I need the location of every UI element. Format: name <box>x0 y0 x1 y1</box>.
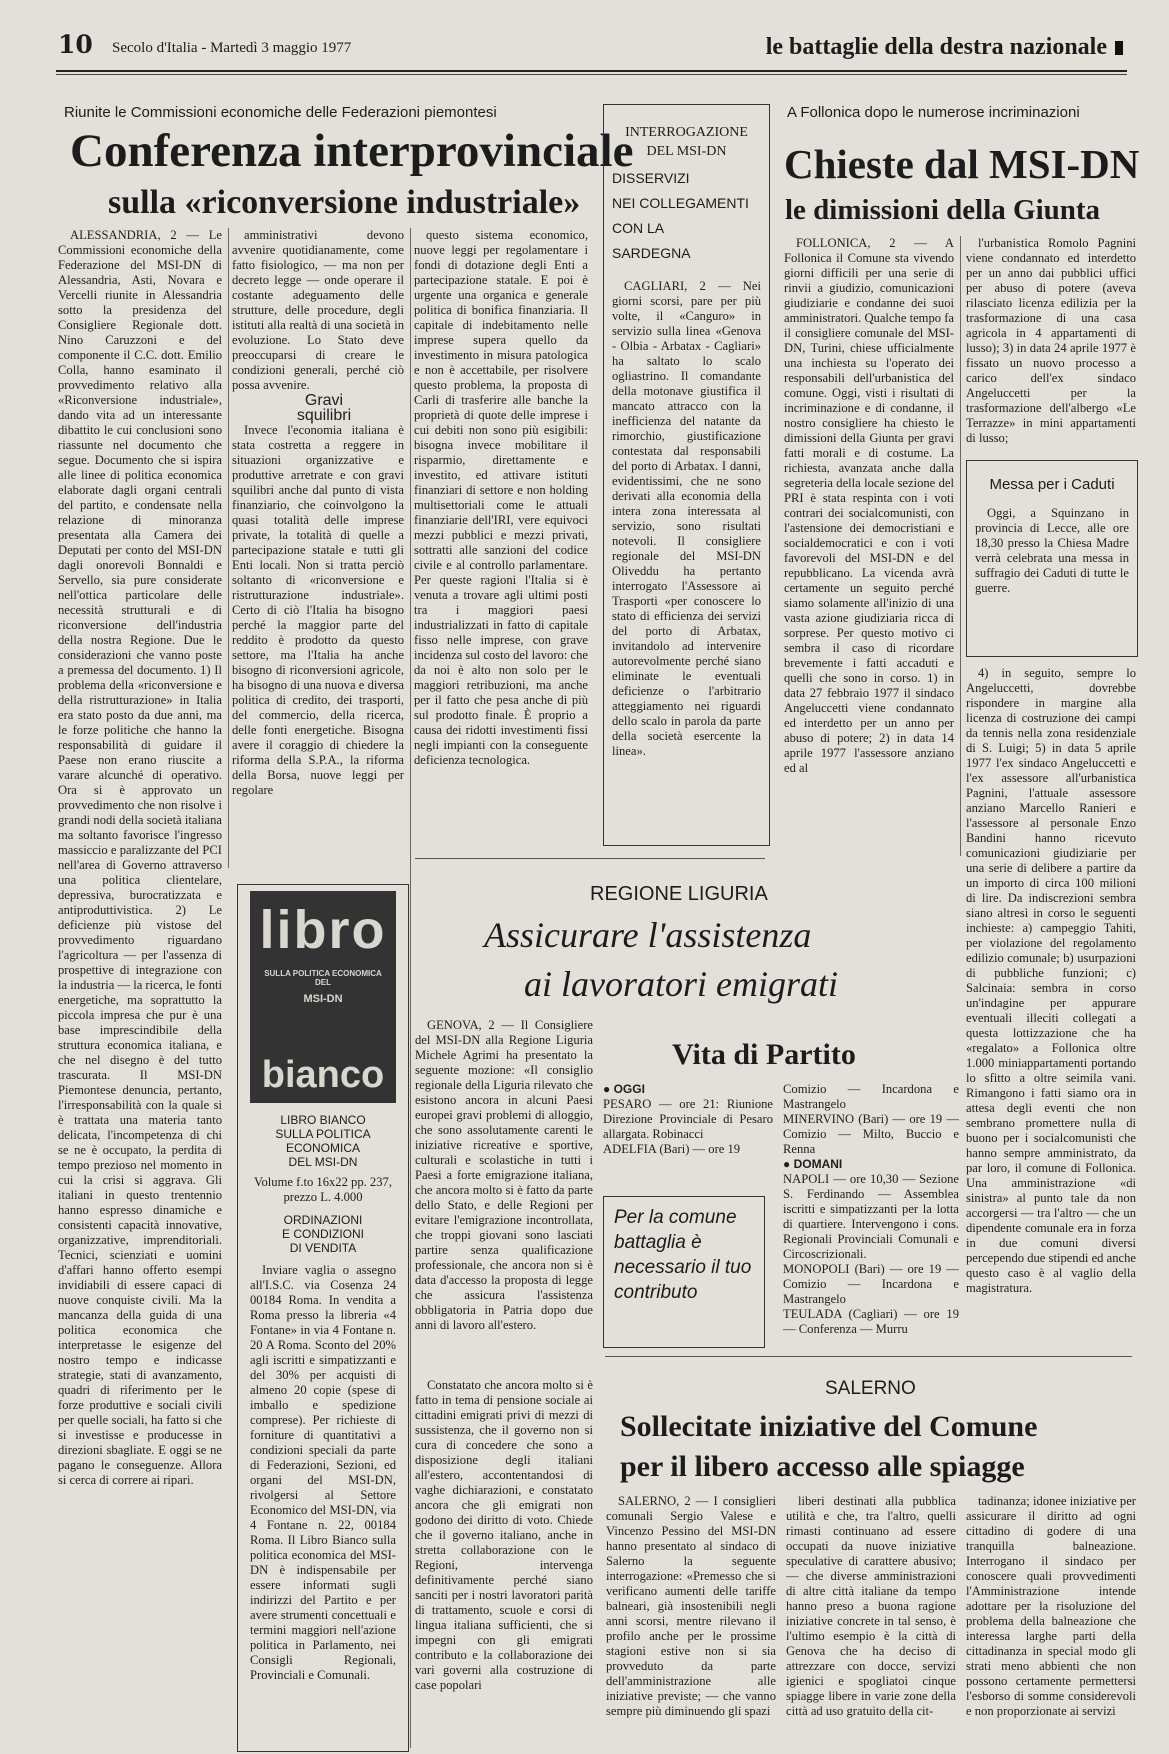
art1-title-line1: Conferenza interprovinciale <box>70 125 634 177</box>
messa-title: Messa per i Caduti <box>989 476 1115 493</box>
partito-left <box>603 1082 773 1202</box>
interr-body-wrap <box>612 279 761 799</box>
interr-body: CAGLIARI, 2 — Nei giorni scorsi, pare per più volte, il «Canguro» in servizio sulla linea «Genova - Olbia - Arbatax - Cagliari» ha saltato lo scalo ogliastrino. Il comandante della motonave giustifica il mancato attracco con la inefficienza del natante da rimorchio, giustificazione contestata dal responsabili del porto di Arbatax. I danni, evidentissimi, che ne sono derivati alla economia della intera zona interessata al servizio, sono risultati notevoli. Il consigliere regionale del MSI-DN Oliveddu ha pertanto interrogato l'Assessore ai Trasporti «per conoscere lo stato di efficienza dei servizi del porto di Arbatax, invitandolo ad intervenire autorevolmente perché siano eliminate le eventuali deficienze o l'arbitrario atteggiamento nei riguardi dello scalo in parola da parte della società esercente la linea». <box>612 279 761 758</box>
liguria-column-2 <box>415 1378 593 1748</box>
header-rule-thin <box>56 74 1127 75</box>
libro-cover-bottom: bianco <box>261 1054 385 1096</box>
partito-right-c: NAPOLI — ore 10,30 — Sezione S. Ferdinando — Assemblea iscritti e simpatizzanti per la lotta di quartiere. Intervengono i cons. Regionali Provinciali Comunali e Circoscrizionali. <box>783 1172 959 1261</box>
bullet-icon: ● <box>783 1157 794 1171</box>
libro-orders-1: ORDINAZIONI <box>283 1213 363 1227</box>
salerno-column-2 <box>786 1494 956 1744</box>
partito-quote-box <box>603 1196 765 1348</box>
partito-right <box>783 1082 959 1348</box>
art2-column-1 <box>784 236 954 848</box>
libro-title-4: DEL MSI-DN <box>288 1155 358 1169</box>
art1-column-1 <box>58 228 222 1738</box>
art2-col2a-text: l'urbanistica Romolo Pagnini viene condannato ed interdetto per un anno dai pubblici uffici per abuso di potere (aveva rilasciato licenza edilizia per la trasformazione di una casa agricola in 4 appartamenti di lusso); 3) in data 24 aprile 1977 è fissato un nuovo processo a carico dell'ex sindaco Angeluccetti per la trasformazione dell'albergo «Le Terrazze» in mini appartamenti di lusso; <box>966 236 1136 445</box>
partito-left-a: PESARO — ore 21: Riunione Direzione Provinciale di Pesaro allargata. Robinacci <box>603 1097 773 1141</box>
libro-body-wrap <box>250 1263 396 1713</box>
column-rule <box>228 228 229 868</box>
salerno-top-rule <box>605 1356 1132 1357</box>
masthead: Secolo d'Italia - Martedì 3 maggio 1977 <box>112 40 352 56</box>
partito-title: Vita di Partito <box>672 1038 856 1071</box>
art1-subhead-1: Gravi <box>304 392 344 409</box>
salerno-col2-text: liberi destinati alla pubblica utilità e che, tra l'altro, quelli rimasti continuano ad essere occupati da nuove iniziative speculative di carattere abusivo; — che diverse amministrazioni di altre città italiane da tempo hanno preso a buona ragione iniziative concrete in tal senso, è l'ultimo esempio è la città di Genova che ha deciso di attrezzare con docce, servizi igienici e spogliatoi cinque spiagge libere in varie zone della città ad uso gratuito della cit- <box>786 1494 956 1718</box>
libro-title-1: LIBRO BIANCO <box>280 1113 366 1127</box>
partito-domani-label: DOMANI <box>793 1157 843 1171</box>
art1-title-line2: sulla «riconversione industriale» <box>108 184 581 221</box>
libro-cover-title: libro <box>259 900 387 960</box>
interr-title-3: DISSERVIZI <box>612 170 690 186</box>
libro-title-3: ECONOMICA <box>285 1141 360 1155</box>
salerno-title-line2: per il libero accesso alle spiagge <box>620 1450 1025 1483</box>
section-title <box>766 34 1123 61</box>
liguria-col1-text: GENOVA, 2 — Il Consigliere del MSI-DN alla Regione Liguria Michele Agrimi ha presentato la seguente mozione: «Il consiglio regionale della Liguria rilevato che esistono ancora in alcuni Paesi europei gravi problemi di alloggio, che sono assolutamente carenti le iniziative ricreative e sportive, culturali e scolastiche in tutti i Paesi a forte emigrazione italiana, che ancora molto si è fatto da parte dello Stato, e delle Regioni per evitare l'emigrazione incontrollata, che troppi giovani sono lasciati partire senza qualificazione professionale, che ancora non si è data d'accesso la proposta di legge che assicura l'assistenza obbligatoria in Patria dopo due anni di lavoro all'estero. <box>415 1018 593 1332</box>
liguria-title-line1: Assicurare l'assistenza <box>484 915 812 955</box>
art2-column-2b <box>966 666 1136 1356</box>
art1-col2b-text: Invece l'economia italiana è stata costretta a reggere in situazioni organizzative e produttive arretrate e con gravi squilibri anche dal punto di vista finanziario, che coinvolgono la quasi totalità delle imprese private, la totalità di quelle a partecipazione statale e tutti gli Enti locali. Non si tratta perciò soltanto di «riconversione e ristrutturazione industriale». Certo di ciò l'Italia ha bisogno perché la maggior parte del reddito è prodotto da questo settore, ma l'Italia ha anche bisogno di riconversioni agricole, ha bisogno di una nuova e diversa politica di credito, dei trasporti, del commercio, della ricerca, delle fonti energetiche. Bisogna avere il coraggio di chiedere la riforma della S.P.A., la riforma della Borsa, nuove leggi per regolare <box>232 423 404 797</box>
libro-cover-image <box>250 891 396 1103</box>
salerno-title-line1: Sollecitate iniziative del Comune <box>620 1410 1038 1443</box>
partito-right-b: MINERVINO (Bari) — ore 19 — Comizio — Milto, Buccio e Renna <box>783 1112 959 1156</box>
interr-title-5: CON LA <box>612 220 665 236</box>
salerno-column-3 <box>966 1494 1136 1744</box>
partito-oggi <box>603 1082 773 1097</box>
liguria-column-1 <box>415 1018 593 1370</box>
libro-bianco-box <box>237 884 409 1752</box>
salerno-col3-text: tadinanza; idonee iniziative per assicurare il diritto ad ogni cittadino di godere di una tranquilla balneazione. Interrogano il sindaco per conoscere quali provvedimenti l'Amministrazione intende adottare per la risoluzione del problema della balneazione che interessa larghe parti della cittadinanza in special modo gli strati meno abbienti che non possono certamente permettersi l'esborso di somme considerevoli e non proporzionate ai servizi <box>966 1494 1136 1718</box>
section-title-text: le battaglie della destra nazionale <box>765 34 1107 60</box>
art2-title-line1: Chieste dal MSI-DN <box>784 141 1140 187</box>
art1-col1-text: ALESSANDRIA, 2 — Le Commissioni economiche della Federazione del MSI-DN di Alessandria, Asti, Novara e Vercelli riunite in Alessandria sotto la presidenza del Consigliere Regionale dott. Nino Caruzzoni e del componente il C.C. dott. Emilio Colla, hanno esaminato il provvedimento relativo alla «Riconversione industriale», dando vita ad un interessante dibattito le cui conclusioni sono riassunte nel documento che segue. Documento che si ispira alle linee di politica economica elaborate dagli organi centrali del partito, e condensate nella relazione di minoranza presentata alla Camera dei Deputati per conto del MSI-DN dagli onorevoli Bonnaldi e Servello, sia pure considerate nell'ottica particolare delle necessità strutturali e di riconversione dell'industria della nostra Regione. Due le considerazioni che vanno poste a premessa del documento. 1) Il problema della «riconversione e della ristrutturazione» in Italia era stato posto da due anni, ma le forze politiche che hanno la responsabilità di guidare il Paese non erano riuscite a varare alcunché di operativo. Ora si è approvato un provvedimento che non risolve i grandi nodi della società italiana ma soltanto favorisce l'ingresso massiccio e paralizzante del PCI nell'area di Governo attraverso una politica clientelare, depressiva, burocratizzata e antiproduttivistica. 2) Le deficienze più vistose del provvedimento riguardano l'agricoltura — per l'assenza di prospettive di integrazione con la industria — la ricerca, le fonti energetiche, ma soprattutto la piccola impresa che pur è una base imprescindibile della struttura economica italiana, e che nel disegno è del tutto trascurata. Il MSI-DN Piemontese denuncia, pertanto, l'irresponsabilità con la quale si è trattata una materia tanto delicata, l'incompetenza di chi se ne è occupato, la perdita di tempo prezioso nel momento in cui la crisi si aggrava. Gli italiani in questo trentennio hanno espresso dinamiche e consistenti capacità innovative, organizzative, imprenditoriali. Tecnici, scienziati e uomini d'affari hanno offerto esempi invidiabili di essere capaci di nuove conquiste civili. Ma la mancanza della guida di una politica economica che interpretasse le esigenze del nostro tempo e indicasse strategie, stati di avanzamento, quadri di riferimento per le forze produttive e sociali civili per quelle sociali, ha fatto si che si investisse e producesse in direzioni sbagliate. E oggi se ne pagano le conseguenze. Allora si cerca di correre ai ripari. <box>58 228 222 1487</box>
art1-subhead-2: squilibri <box>296 407 352 424</box>
section-rule <box>415 858 765 859</box>
salerno-col1-text: SALERNO, 2 — I consiglieri comunali Sergio Valese e Vincenzo Pessino del MSI-DN hanno presentato al sindaco di Salerno la seguente interrogazione: «Premesso che si verificano aumenti delle tariffe balneari, già insostenibili negli anni scorsi, mentre rilevano il profilo anche per le prossime stagioni estive non si sia provveduto da parte dell'amministrazione alle iniziative previste; — che vanno sempre più diminuendo gli spazi <box>606 1494 776 1718</box>
header-rule <box>56 70 1127 72</box>
interr-title-1: INTERROGAZIONE <box>625 125 748 140</box>
partito-domani <box>783 1157 959 1172</box>
page-number: 10 <box>58 30 93 59</box>
libro-cover-party: MSI-DN <box>303 993 343 1005</box>
liguria-col2-text: Constatato che ancora molto si è fatto in tema di pensione sociale ai cittadini emigrati privi di mezzi di sussistenza, che il governo non si cura di concedere che sono a disposizione degli italiani all'estero, accontentandosi di vaghe dichiarazioni, e constatato ancora che gli emigrati non godono dei diritto di voto. Chiede che il governo italiano, anche in stretta collaborazione con le Regioni, intervenga definitivamente perché siano sanciti per i nostri lavoratori parità di trattamento, scuole e corsi di lingua italiana sufficienti, che si impegni con gli emigrati contributo e la collaborazione dei vari governi alla costruzione di case popolari <box>415 1378 593 1692</box>
libro-cover-line: SULLA POLITICA ECONOMICA DEL <box>264 969 382 987</box>
section-square-icon <box>1115 41 1123 55</box>
interr-title-2: DEL MSI-DN <box>646 144 727 159</box>
salerno-column-1 <box>606 1494 776 1744</box>
libro-volume: Volume f.to 16x22 pp. 237, prezzo L. 4.000 <box>254 1175 392 1204</box>
interr-title-4: NEI COLLEGAMENTI <box>612 195 749 211</box>
art2-col1-text: FOLLONICA, 2 — A Follonica il Comune sta vivendo giorni difficili per una serie di rinvii a giudizio, comunicazioni giudiziarie e condanne dei suoi amministratori. Qualche tempo fa il consigliere comunale del MSI-DN, Turini, chiese ufficialmente una inchiesta su l'operato dei responsabili dell'urbanistica del comune. Oggi, visti i risultati di incriminazione e di condanne, il nostro consigliere ha chiesto le dimissioni della Giunta per gravi fatti morali e di costume. La richiesta, avanzata anche dalla segreteria della locale sezione del PRI è stata respinta con i voti contrari dei socialcomunisti, con l'astensione dei democristiani e socialdemocratici e con i voti favorevoli del MSI-DN e del repubblicano. La vicenda avrà certamente un seguito perché siamo solamente all'inizio di una vasta azione giudiziaria ricca di sorprese. Per questo motivo ci sembra il caso di ricordare brevemente i fatti accaduti e quelli che sono in corso. 1) in data 27 febbraio 1977 il sindaco Angeluccetti viene condannato ed interdetto per un anno per abuso di potere; 2) in data 14 aprile 1977 l'assessore anziano ed al <box>784 236 954 775</box>
messa-body-wrap <box>975 506 1129 626</box>
art2-kicker: A Follonica dopo le numerose incriminazioni <box>787 104 1080 121</box>
partito-oggi-label: OGGI <box>613 1082 645 1096</box>
art1-column-3 <box>414 228 588 838</box>
column-rule <box>960 236 961 856</box>
partito-left-b: ADELFIA (Bari) — ore 19 <box>603 1142 741 1156</box>
partito-quote: Per la comune battaglia è necessario il tuo contributo <box>614 1207 752 1303</box>
partito-right-d: MONOPOLI (Bari) — ore 19 — Comizio — Incardona e Mastrangelo <box>783 1262 959 1306</box>
interr-title-6: SARDEGNA <box>612 245 691 261</box>
partito-right-a: Comizio — Incardona e Mastrangelo <box>783 1082 959 1111</box>
libro-title-2: SULLA POLITICA <box>275 1127 371 1141</box>
messa-box <box>966 460 1138 657</box>
art2-col2b-text: 4) in seguito, sempre lo Angeluccetti, dovrebbe rispondere in margine alla licenza di costruzione dei campi da tennis nella zona residenziale di S. Luigi; 5) in data 5 aprile 1977 l'ex sindaco Angeluccetti e l'ex assessore all'urbanistica Pagnini, l'attuale assessore anziano Marcello Ranieri e l'assessore al personale Enzo Bandini hanno ricevuto comunicazioni giudiziarie per una serie di delibere a partire da un importo di circa 100 milioni di lire. Da indiscrezioni sembra siano altresì in corso le seguenti inchieste: a) campeggio Tahiti, per violazione del regolamento edilizio comunale; b) usurpazioni di pubbliche funzioni; c) Salcinaia: sembra in corso un'indagine per appurare eventuali illeciti collegati a questa lottizzazione che ha «regalato» a Follonica oltre 1.000 miniappartamenti portando lo sfitto a oltre seimila vani. Rimangono i fatti siamo ora in attesa degli eventi che non sembrano promettere nulla di buono per i socialcomunisti che hanno sempre amministrato, da par loro, il comune di Follonica. Una amministrazione «di sinistra» al punto tale da non accorgersi — tra l'altro — che un dipendente comunale era in forza in due comuni diversi percependo due stipendi ed anche questo caso è al vaglio della magistratura. <box>966 666 1136 1295</box>
art1-kicker: Riunite le Commissioni economiche delle Federazioni piemontesi <box>64 104 497 121</box>
art2-column-2a <box>966 236 1136 446</box>
column-rule <box>410 228 411 1748</box>
libro-orders-3: DI VENDITA <box>289 1241 357 1255</box>
messa-body: Oggi, a Squinzano in provincia di Lecce, alle ore 18,30 presso la Chiesa Madre verrà celebrata una messa in suffragio dei Caduti di tutte le guerre. <box>975 506 1129 595</box>
art1-col3-text: questo sistema economico, nuove leggi per regolamentare i fondi di dotazione degli Enti a partecipazione statale. E poi è urgente una organica e generale politica di bonifica finanziaria. Il capitale di indebitamento nelle imprese supera quello da investimento in misura patologica e non è accettabile, per risolvere questo problema, la proposta di Carli di trasferire alle banche la proprietà di quote delle imprese i cui debiti non sono più esigibili: bisogna invece mobilitare il risparmio, direttamente e investito, ed attivare istituti finanziari di settore e non holding multisettoriali come le attuali finanziarie dell'IRI, vere equivoci mezzi pubblici e mezzi privati, sottratti alle sanzioni del codice civile e al controllo parlamentare. Per queste ragioni l'Italia si è venuta a trovare agli ultimi posti tra i maggiori paesi industrializzati in fatto di capitale fisso nelle imprese, con grave incidenza sul costo del lavoro: che da noi è alto non solo per le maggiori retribuzioni, ma anche per il fatto che pesa anche di più sul prodotto finale. È proprio a causa dei ridotti investimenti fissi negli impianti con la conseguente deficienza tecnologica. <box>414 228 588 767</box>
liguria-title-line2: ai lavoratori emigrati <box>524 964 838 1004</box>
art1-col2-text: amministrativi devono avvenire quotidianamente, come fatto fisiologico, — ma non per decreto legge — onde operare il costante adeguamento delle strutture, delle procedure, degli istituti alla realtà di una società in evoluzione. Lo Stato deve preoccuparsi di creare le condizioni generali, perché ciò possa avvenire. <box>232 228 404 392</box>
libro-orders-2: E CONDIZIONI <box>281 1227 364 1241</box>
interrogazione-box <box>603 104 770 846</box>
liguria-kicker: REGIONE LIGURIA <box>590 883 768 905</box>
salerno-kicker: SALERNO <box>825 1378 916 1399</box>
bullet-icon: ● <box>603 1082 614 1096</box>
art1-column-2 <box>232 228 404 838</box>
libro-volume-wrap <box>250 1175 396 1205</box>
libro-body: Inviare vaglia o assegno all'I.S.C. via Cosenza 24 00184 Roma. In vendita a Roma presso la libreria «4 Fontane» in via 4 Fontane n. 20 A Roma. Sconto del 20% agli iscritti e simpatizzanti e del 30% per acquisti di almeno 20 copie (spese di imballo e spedizione comprese). Per richieste di forniture di quantitativi a condizioni speciali da parte di Federazioni, Sezioni, ed organi del MSI-DN, rivolgersi al Settore Economico del MSI-DN, via 4 Fontane n. 22, 00184 Roma. Il Libro Bianco sulla politica economica del MSI-DN è indispensabile per essere informati sugli indirizzi del Partito e per avere strumenti concettuali e termini maggiori nell'azione politica in Parlamento, nei Consigli Regionali, Provinciali e Comunali. <box>250 1263 396 1682</box>
partito-right-e: TEULADA (Cagliari) — ore 19 — Conferenza — Murru <box>783 1307 959 1336</box>
art2-title-line2: le dimissioni della Giunta <box>785 194 1101 226</box>
